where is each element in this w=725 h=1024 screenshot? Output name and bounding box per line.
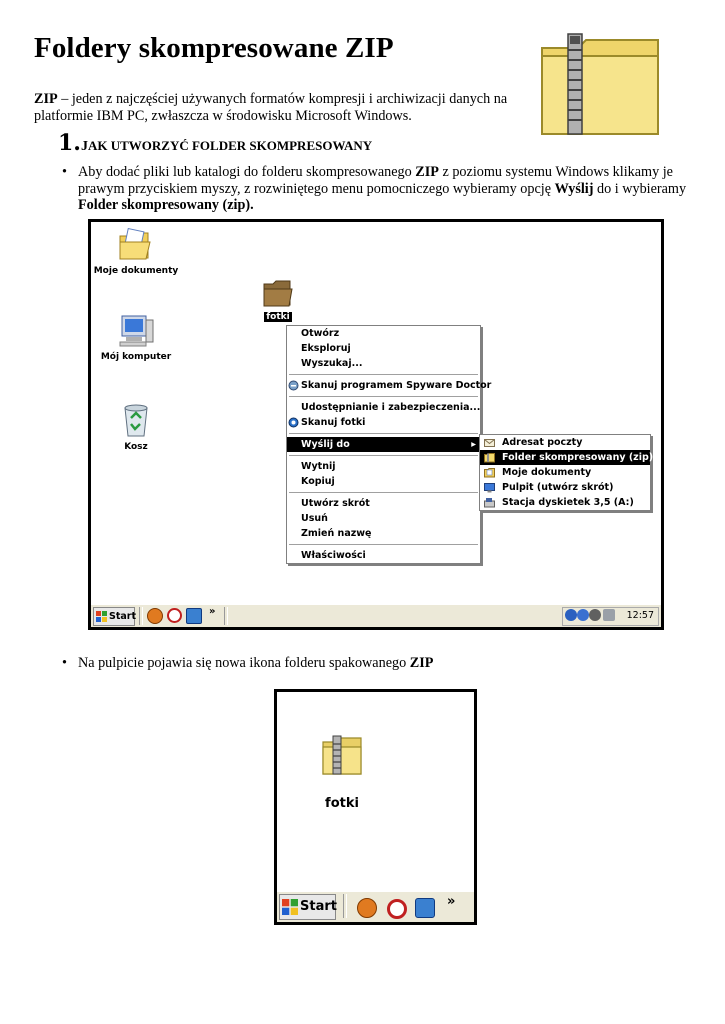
- clock: 12:57: [626, 610, 654, 621]
- tray-network-icon[interactable]: [565, 609, 577, 621]
- desktop-icon-recycle-bin[interactable]: [91, 402, 181, 452]
- desktop-icon-label: Mój komputer: [100, 352, 172, 362]
- menu-item-spyware-scan[interactable]: [287, 378, 492, 393]
- menu-item-scan-fotki[interactable]: [287, 415, 480, 430]
- menu-item-delete[interactable]: Usuń: [301, 513, 328, 524]
- section-heading: [58, 130, 372, 156]
- my-documents-icon: [484, 467, 495, 478]
- acrobat-icon[interactable]: [387, 899, 407, 919]
- start-button[interactable]: [279, 894, 336, 920]
- taskbar: [277, 891, 474, 922]
- chevron-icon[interactable]: »: [209, 606, 216, 617]
- windows-flag-icon: [282, 899, 298, 915]
- chevron-icon[interactable]: »: [447, 894, 456, 909]
- tray-security-icon[interactable]: [589, 609, 601, 621]
- menu-item-properties[interactable]: Właściwości: [301, 550, 366, 561]
- desktop-icon-label: Kosz: [124, 442, 148, 452]
- section-heading-text: AK UTWORZYĆ FOLDER SKOMPRESOWANY: [87, 138, 373, 153]
- system-tray: [562, 607, 659, 626]
- start-label: Start: [300, 899, 337, 914]
- acrobat-icon[interactable]: [167, 608, 182, 623]
- desktop-icon-label: fotki: [266, 312, 290, 322]
- menu-item-label: Pulpit (utwórz skrót): [502, 482, 614, 493]
- taskbar-separator: [224, 607, 228, 625]
- menu-item-open[interactable]: Otwórz: [301, 328, 340, 339]
- bullet-bold: ZIP: [409, 655, 434, 671]
- tray-update-icon[interactable]: [577, 609, 589, 621]
- menu-item-label: Stacja dyskietek 3,5 (A:): [502, 497, 634, 508]
- menu-item-label: Adresat poczty: [502, 437, 583, 448]
- zip-folder-icon: [321, 734, 363, 776]
- firefox-icon[interactable]: [357, 898, 377, 918]
- menu-item-sharing[interactable]: Udostępnianie i zabezpieczenia...: [301, 402, 481, 413]
- bullet-bold: ZIP: [415, 164, 439, 180]
- menu-item-label: Moje dokumenty: [502, 467, 592, 478]
- antivirus-icon: [288, 417, 299, 428]
- screenshot-zip-result: [274, 689, 477, 925]
- menu-separator: [289, 544, 478, 545]
- submenu-item-mail-recipient[interactable]: [480, 435, 650, 450]
- menu-item-label: Skanuj programem Spyware Doctor: [301, 380, 492, 391]
- my-computer-icon: [116, 314, 156, 348]
- windows-flag-icon: [96, 611, 107, 622]
- start-button[interactable]: [93, 607, 135, 626]
- submenu-item-compressed-folder[interactable]: [480, 450, 654, 465]
- taskbar-separator: [139, 607, 143, 625]
- section-first-letter: J: [80, 139, 88, 154]
- bullet-icon: •: [62, 164, 67, 180]
- mail-icon: [484, 437, 495, 448]
- menu-separator: [289, 433, 478, 434]
- bullet-text: [78, 655, 688, 672]
- bullet-text-part: Aby dodać pliki lub katalogi do folderu skompresowanego: [78, 164, 416, 180]
- taskbar-separator: [343, 894, 347, 918]
- bullet-text-part: z poziomu systemu Windows klikamy je prawym przyciskiem myszy, z rozwiniętego menu pomocniczego wybieramy opcję: [78, 164, 673, 197]
- submenu-arrow-icon: ▸: [471, 439, 476, 450]
- bullet-text: [78, 164, 688, 214]
- menu-item-send-to[interactable]: [287, 437, 480, 452]
- bullet-text-part: do i wybieramy: [593, 180, 687, 197]
- context-menu: [286, 325, 492, 564]
- recycle-bin-icon: [120, 402, 152, 438]
- folder-icon: [262, 278, 294, 308]
- bullet-text-part: Na pulpicie pojawia się nowa ikona folderu spakowanego: [78, 655, 410, 671]
- menu-item-search[interactable]: Wyszukaj...: [301, 358, 363, 369]
- desktop-icon-label: fotki: [325, 796, 359, 811]
- menu-item-rename[interactable]: Zmień nazwę: [301, 528, 372, 539]
- bullet-bold: Folder skompresowany (zip).: [78, 197, 254, 213]
- menu-separator: [289, 492, 478, 493]
- menu-item-label: Wyślij do: [301, 439, 350, 450]
- menu-separator: [289, 374, 478, 375]
- desktop-zip-folder-fotki[interactable]: [307, 734, 377, 811]
- intro-text: – jeden z najczęściej używanych formatów kompresji i archiwizacji danych na platformie IBM PC, zwłaszcza w środowisku Microsoft Windows.: [34, 91, 508, 124]
- document-title: Foldery skompresowane ZIP: [34, 32, 394, 64]
- intro-term: ZIP: [34, 91, 58, 107]
- outlook-icon[interactable]: [186, 608, 202, 624]
- menu-separator: [289, 455, 478, 456]
- taskbar: [91, 604, 661, 627]
- submenu-item-my-documents[interactable]: [480, 465, 650, 480]
- bullet-icon: •: [62, 655, 67, 671]
- intro-paragraph: [34, 91, 524, 124]
- outlook-icon[interactable]: [415, 898, 435, 918]
- section-number: 1.: [58, 130, 81, 156]
- floppy-drive-icon: [484, 497, 495, 508]
- zip-folder-icon: [484, 452, 495, 463]
- screenshot-send-to: [88, 219, 664, 630]
- desktop-icon-label: Moje dokumenty: [93, 266, 179, 276]
- desktop-icon-my-computer[interactable]: [91, 314, 181, 362]
- menu-item-cut[interactable]: Wytnij: [301, 461, 336, 472]
- menu-item-copy[interactable]: Kopiuj: [301, 476, 335, 487]
- desktop-icon: [484, 482, 495, 493]
- spyware-doctor-icon: [288, 380, 299, 391]
- menu-item-label: Skanuj fotki: [301, 417, 366, 428]
- menu-item-explore[interactable]: Eksploruj: [301, 343, 351, 354]
- send-to-submenu: [479, 434, 654, 511]
- my-documents-icon: [118, 228, 154, 262]
- zip-folder-icon: [538, 30, 664, 140]
- bullet-bold: Wyślij: [554, 180, 594, 197]
- tray-device-icon[interactable]: [603, 609, 615, 621]
- firefox-icon[interactable]: [147, 608, 163, 624]
- start-label: Start: [109, 611, 137, 622]
- submenu-item-desktop-shortcut[interactable]: [480, 480, 650, 495]
- menu-separator: [289, 396, 478, 397]
- submenu-item-floppy[interactable]: [480, 495, 650, 510]
- menu-item-label: Folder skompresowany (zip): [502, 452, 654, 463]
- desktop-icon-my-documents[interactable]: [91, 228, 181, 276]
- menu-item-create-shortcut[interactable]: Utwórz skrót: [301, 498, 370, 509]
- desktop-folder-fotki[interactable]: [233, 278, 323, 322]
